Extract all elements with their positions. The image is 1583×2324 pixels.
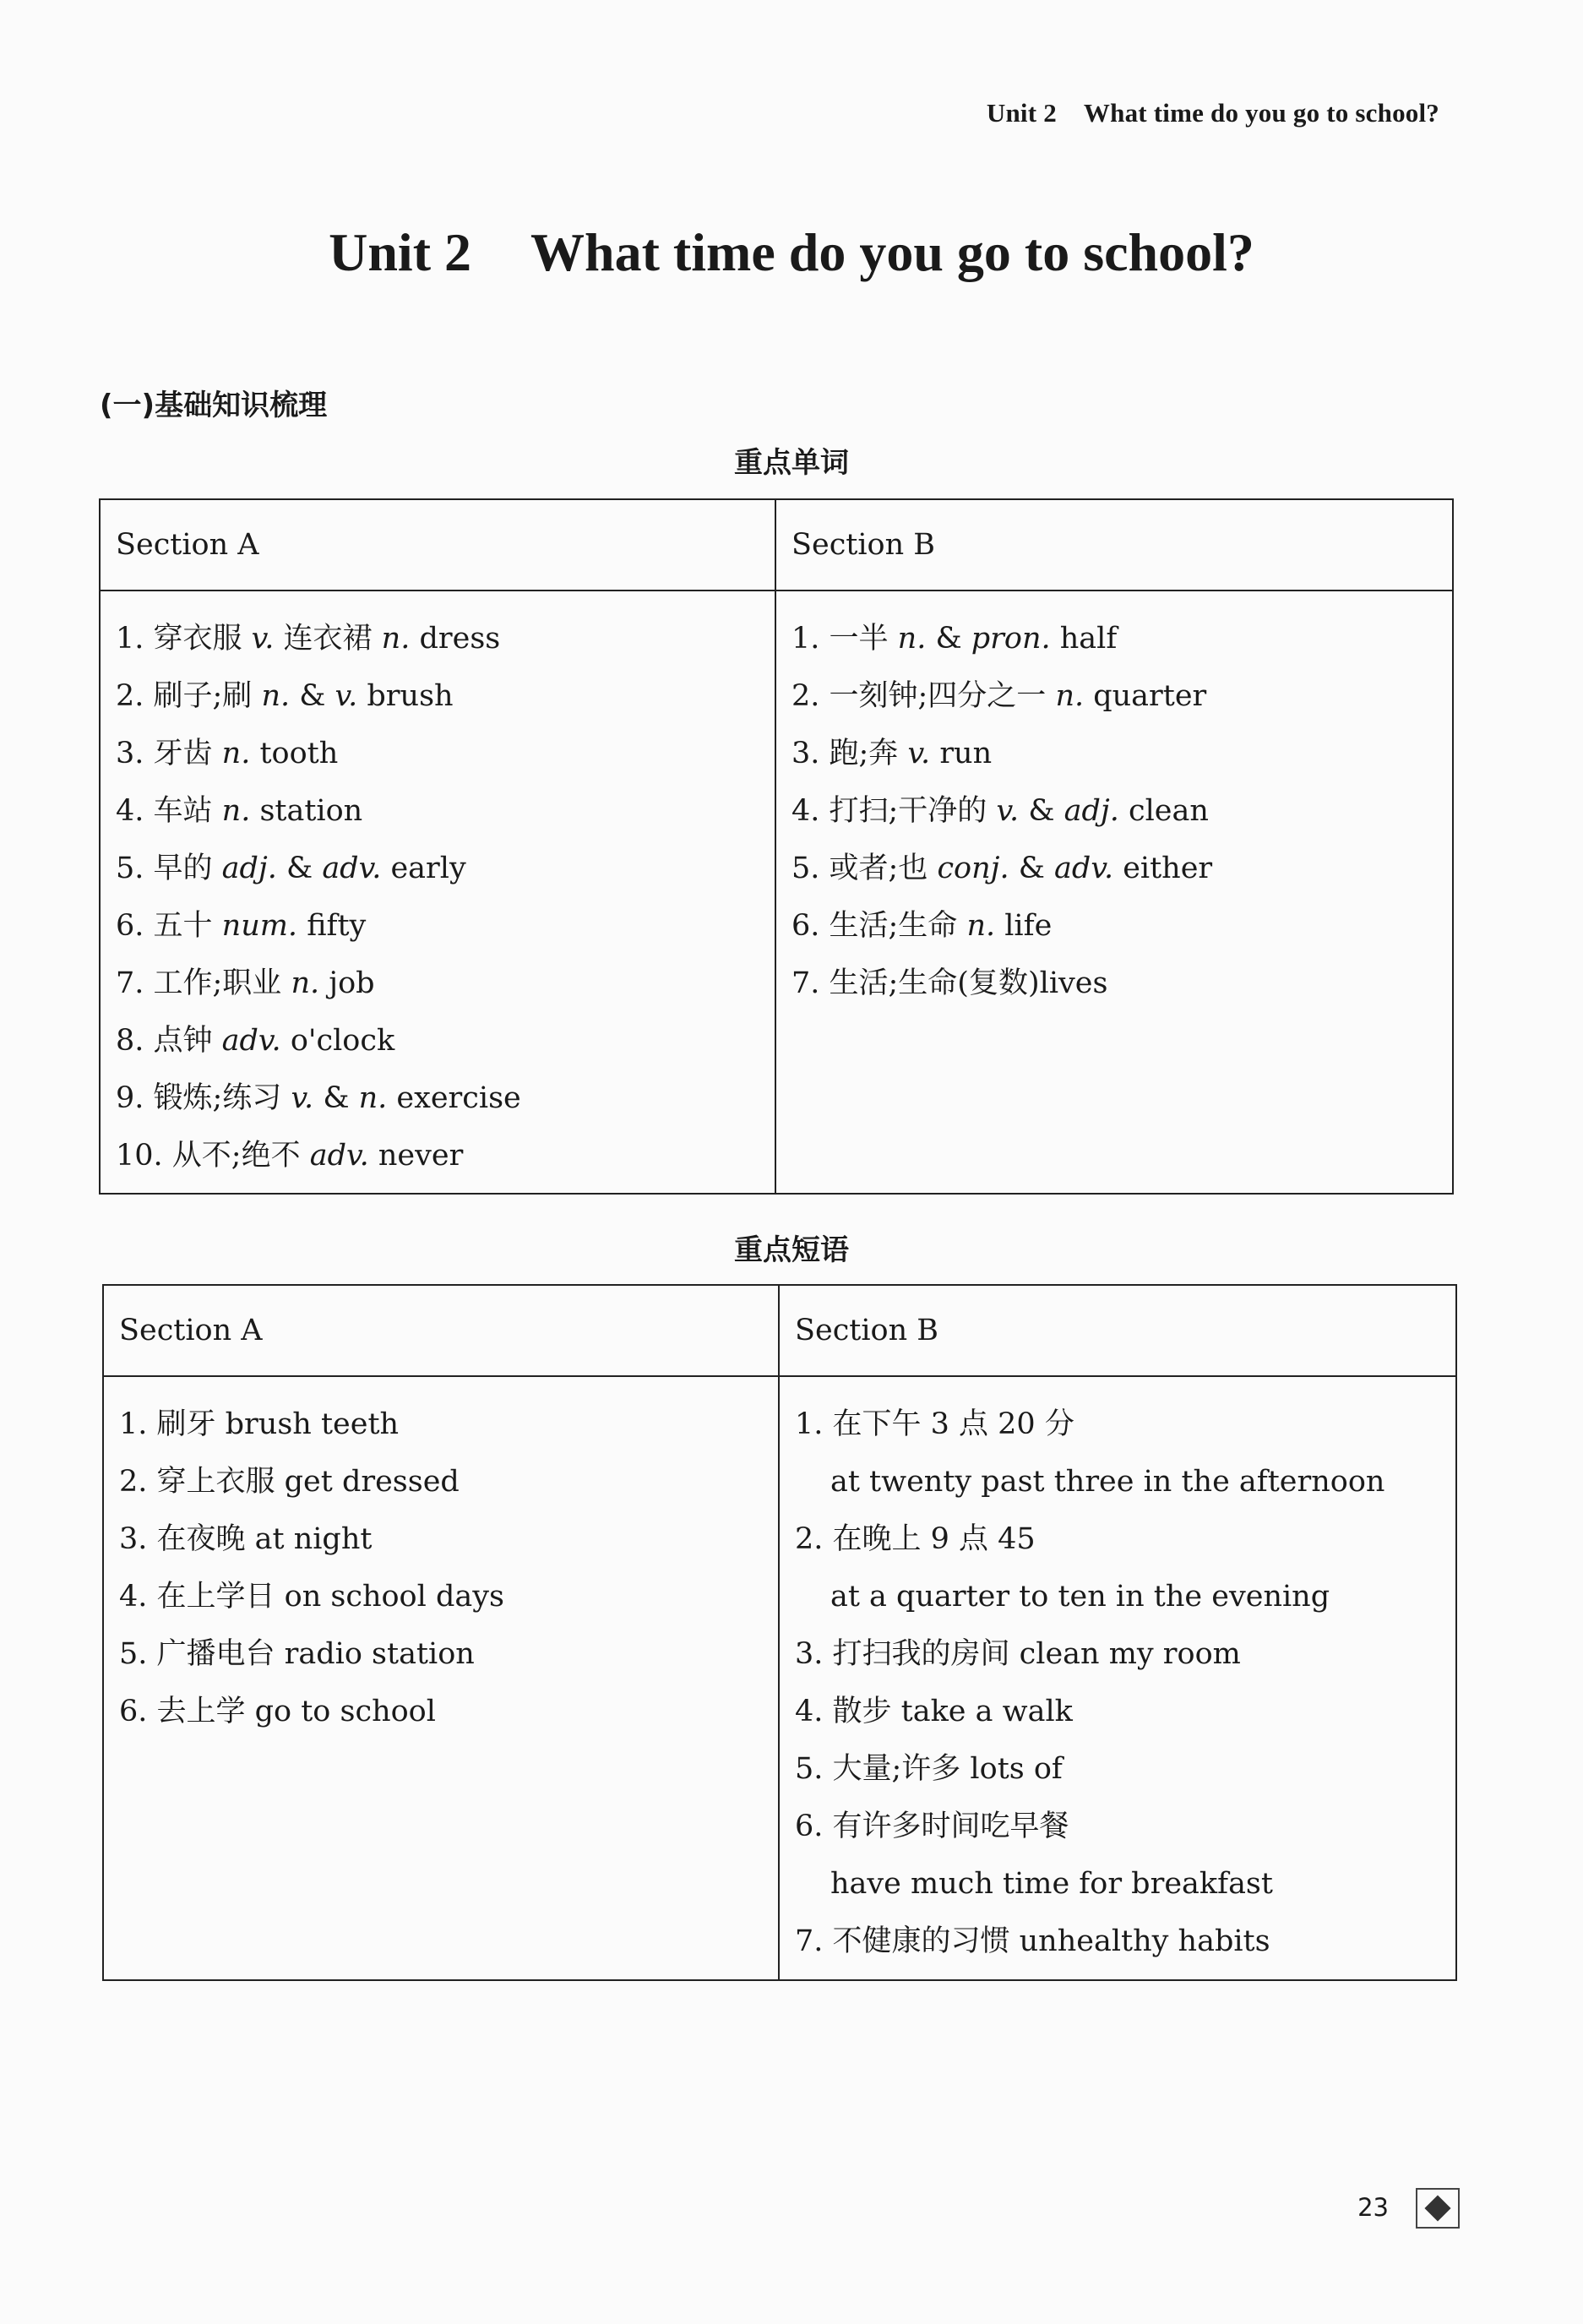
phrase-item: 2. 穿上衣服 get dressed <box>119 1465 460 1499</box>
phrase-item: 4. 散步 take a walk <box>795 1695 1073 1728</box>
phrase-item: 5. 广播电台 radio station <box>119 1637 475 1671</box>
item-chinese: 6. 五十 <box>116 909 222 943</box>
vocab-col-a <box>101 591 776 1193</box>
phrase-item: 2. 在晚上 9 点 45 <box>795 1522 1036 1556</box>
phrases-list-a <box>119 1396 763 1740</box>
item-english: o'clock <box>280 1024 395 1058</box>
page-title <box>0 221 1583 284</box>
vocab-b-item <box>792 840 1437 897</box>
item-chinese: 7. 生活;生命(复数)lives <box>792 966 1108 1000</box>
phrase-item: 5. 大量;许多 lots of <box>795 1752 1063 1786</box>
item-pos: n. <box>1055 679 1085 713</box>
item-chinese: 7. 工作;职业 <box>116 966 291 1000</box>
phrase-item: 6. 去上学 go to school <box>119 1695 436 1728</box>
item-pos: adv. <box>322 852 382 885</box>
item-pos: v. <box>251 622 275 656</box>
phrase-item: 3. 在夜晚 at night <box>119 1522 373 1556</box>
item-pos: num. <box>221 909 298 943</box>
item-english: job <box>319 966 375 1000</box>
phrase-english: at a quarter to ten in the evening <box>830 1580 1330 1614</box>
phrases-table <box>102 1284 1457 1981</box>
vocab-a-item <box>116 782 759 840</box>
item-pos: adv. <box>1054 852 1114 885</box>
vocab-a-item <box>116 667 759 725</box>
item-pos: adj. <box>221 852 277 885</box>
vocab-col-a-header: Section A <box>101 500 776 591</box>
item-pos: n. <box>358 1081 388 1115</box>
item-chinese: 3. 牙齿 <box>116 737 222 770</box>
phrase-translation <box>795 1453 1440 1510</box>
phrases-list-b <box>795 1396 1440 1970</box>
item-connector: & <box>276 852 323 885</box>
item-english: life <box>995 909 1053 943</box>
vocab-caption: 重点单词 <box>734 446 849 480</box>
phrase-translation <box>795 1855 1440 1913</box>
item-chinese: 8. 点钟 <box>116 1024 222 1058</box>
item-connector: & <box>290 679 335 713</box>
vocab-a-item <box>116 1127 759 1184</box>
item-pos: n. <box>897 622 927 656</box>
vocab-b-item <box>792 955 1437 1012</box>
vocab-a-item <box>116 897 759 955</box>
item-connector: & <box>1009 852 1055 885</box>
phrase-translation <box>795 1568 1440 1625</box>
item-chinese: 2. 一刻钟;四分之一 <box>792 679 1056 713</box>
item-connector: 连衣裙 <box>274 622 382 656</box>
item-english: early <box>381 852 466 885</box>
item-pos: v. <box>996 794 1020 828</box>
section-heading: (一)基础知识梳理 <box>100 389 328 422</box>
item-chinese: 5. 或者;也 <box>792 852 938 885</box>
item-english: station <box>250 794 363 828</box>
item-pos: v. <box>335 679 358 713</box>
item-pos: adv. <box>221 1024 281 1058</box>
item-pos: adj. <box>1063 794 1119 828</box>
header-title: What time do you go to school? <box>1083 98 1439 128</box>
vocab-a-item <box>116 1069 759 1127</box>
item-english: fifty <box>297 909 367 943</box>
phrase-english: at twenty past three in the afternoon <box>830 1465 1385 1499</box>
item-chinese: 1. 一半 <box>792 622 898 656</box>
running-header <box>987 98 1439 128</box>
item-pos: adv. <box>309 1139 369 1173</box>
item-chinese: 10. 从不;绝不 <box>116 1139 310 1173</box>
phrase-item: 1. 在下午 3 点 20 分 <box>795 1407 1074 1441</box>
item-english: tooth <box>250 737 339 770</box>
item-connector: & <box>1019 794 1064 828</box>
item-connector: & <box>926 622 971 656</box>
item-english: quarter <box>1084 679 1207 713</box>
phrase-item: 4. 在上学日 on school days <box>119 1580 504 1614</box>
phrases-caption: 重点短语 <box>734 1233 849 1267</box>
vocab-a-item <box>116 840 759 897</box>
item-pos: conj. <box>937 852 1009 885</box>
item-connector: & <box>313 1081 359 1115</box>
item-chinese: 1. 穿衣服 <box>116 622 252 656</box>
item-pos: n. <box>221 737 251 770</box>
vocab-b-item <box>792 782 1437 840</box>
title-text: What time do you go to school? <box>530 222 1254 282</box>
item-pos: pron. <box>971 622 1051 656</box>
vocab-col-b <box>776 591 1452 1193</box>
header-unit: Unit 2 <box>986 98 1057 128</box>
page-number: 23 <box>1357 2193 1389 2222</box>
phrases-col-b-header: Section B <box>780 1286 1455 1377</box>
item-english: dress <box>410 622 501 656</box>
item-pos: n. <box>381 622 411 656</box>
phrases-col-a <box>104 1377 780 1979</box>
vocab-b-item <box>792 667 1437 725</box>
vocab-b-item <box>792 897 1437 955</box>
item-chinese: 2. 刷子;刷 <box>116 679 262 713</box>
vocab-list-a <box>116 610 759 1184</box>
vocab-col-b-header: Section B <box>776 500 1452 591</box>
vocab-a-item <box>116 610 759 667</box>
item-chinese: 5. 早的 <box>116 852 222 885</box>
item-chinese: 3. 跑;奔 <box>792 737 908 770</box>
phrase-item: 1. 刷牙 brush teeth <box>119 1407 400 1441</box>
phrase-item: 3. 打扫我的房间 clean my room <box>795 1637 1241 1671</box>
item-pos: n. <box>291 966 320 1000</box>
item-chinese: 9. 锻炼;练习 <box>116 1081 291 1115</box>
item-english: brush <box>357 679 454 713</box>
title-unit: Unit 2 <box>329 222 471 282</box>
item-pos: n. <box>261 679 291 713</box>
item-pos: n. <box>221 794 251 828</box>
vocab-list-b <box>792 610 1437 1012</box>
phrase-item: 6. 有许多时间吃早餐 <box>795 1810 1069 1843</box>
diamond-icon <box>1416 2188 1460 2229</box>
item-english: exercise <box>387 1081 521 1115</box>
vocab-table <box>99 498 1454 1195</box>
item-chinese: 6. 生活;生命 <box>792 909 967 943</box>
vocab-b-item <box>792 610 1437 667</box>
item-chinese: 4. 打扫;干净的 <box>792 794 997 828</box>
vocab-a-item <box>116 1012 759 1069</box>
item-chinese: 4. 车站 <box>116 794 222 828</box>
item-pos: v. <box>291 1081 314 1115</box>
vocab-a-item <box>116 725 759 782</box>
item-english: never <box>368 1139 464 1173</box>
phrases-col-b <box>780 1377 1455 1979</box>
item-pos: v. <box>907 737 931 770</box>
vocab-b-item <box>792 725 1437 782</box>
item-english: either <box>1113 852 1213 885</box>
phrases-col-a-header: Section A <box>104 1286 780 1377</box>
vocab-a-item <box>116 955 759 1012</box>
item-english: clean <box>1118 794 1209 828</box>
item-pos: n. <box>966 909 996 943</box>
phrase-english: have much time for breakfast <box>830 1867 1273 1901</box>
item-english: run <box>930 737 993 770</box>
item-english: half <box>1050 622 1118 656</box>
phrase-item: 7. 不健康的习惯 unhealthy habits <box>795 1924 1270 1958</box>
